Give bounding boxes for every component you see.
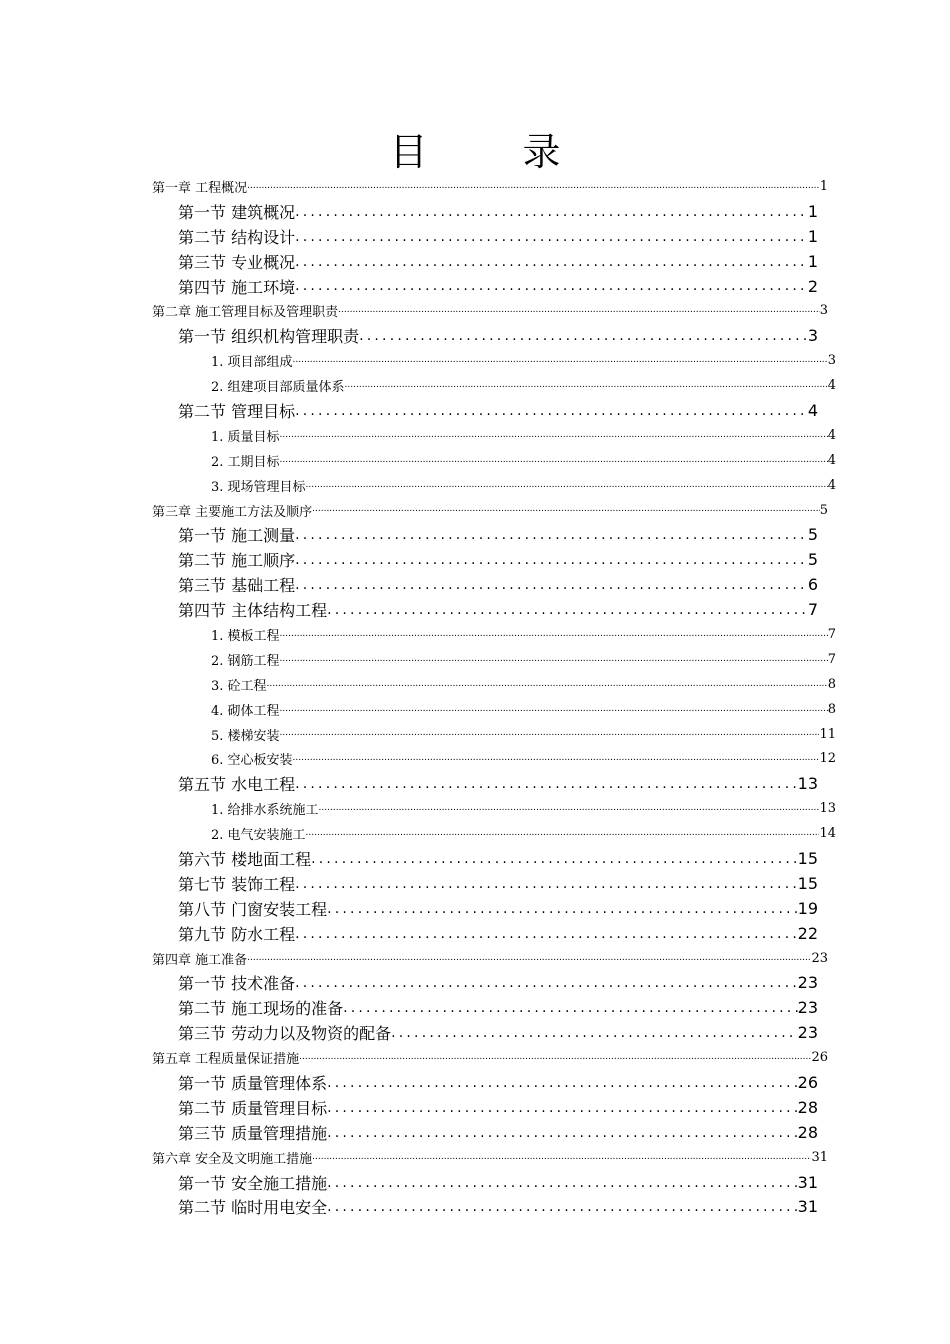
toc-entry-title: 第二节 结构设计 — [178, 227, 296, 247]
dot-leader — [319, 803, 820, 813]
toc-page-number: 1 — [819, 178, 828, 194]
toc-item-entry[interactable] — [0, 722, 950, 747]
toc-page-number: 26 — [811, 1050, 828, 1066]
toc-entry-title: 第一节 施工测量 — [178, 526, 296, 546]
toc-item-entry[interactable] — [0, 796, 950, 821]
toc-section-entry[interactable] — [0, 323, 950, 348]
toc-chapter-entry[interactable] — [0, 298, 950, 323]
dot-leader — [293, 355, 828, 365]
toc-entry-title: 1. 给排水系统施工 — [211, 803, 319, 819]
dot-leader — [359, 328, 808, 344]
toc-page-number: 8 — [827, 701, 836, 717]
dot-leader — [295, 403, 808, 419]
dot-leader — [295, 577, 808, 593]
dot-leader — [295, 254, 808, 270]
toc-entry-title: 第一节 组织机构管理职责 — [178, 327, 360, 347]
toc-chapter-entry[interactable] — [0, 946, 950, 971]
toc-page-number: 28 — [797, 1122, 818, 1142]
toc-entry-title: 1. 项目部组成 — [211, 355, 293, 371]
toc-page-number: 28 — [797, 1097, 818, 1117]
dot-leader — [327, 1125, 798, 1141]
toc-page-number: 8 — [827, 676, 836, 692]
dot-leader — [391, 1025, 798, 1041]
toc-page-number: 31 — [797, 1172, 818, 1192]
toc-page-number: 15 — [797, 848, 818, 868]
dot-leader — [327, 1199, 798, 1215]
toc-page-number: 1 — [807, 201, 818, 221]
toc-section-entry[interactable] — [0, 224, 950, 249]
toc-entry-title: 第三章 主要施工方法及顺序 — [152, 504, 313, 520]
dot-leader — [306, 828, 820, 838]
toc-page-number: 23 — [811, 950, 828, 966]
dot-leader — [327, 1100, 798, 1116]
toc-entry-title: 第五章 工程质量保证措施 — [152, 1052, 300, 1068]
toc-page-number: 3 — [807, 326, 818, 346]
toc-section-entry[interactable] — [0, 921, 950, 946]
toc-chapter-entry[interactable] — [0, 1045, 950, 1070]
toc-page-number: 7 — [807, 600, 818, 620]
toc-page-number: 5 — [807, 550, 818, 570]
toc-entry-title: 第二节 质量管理目标 — [178, 1098, 328, 1118]
dot-leader — [327, 602, 808, 618]
toc-page-number: 3 — [827, 353, 836, 369]
toc-section-entry[interactable] — [0, 1195, 950, 1220]
toc-page-number: 5 — [819, 502, 828, 518]
toc-section-entry[interactable] — [0, 971, 950, 996]
toc-entry-title: 1. 质量目标 — [211, 429, 280, 445]
toc-entry-title: 第三节 专业概况 — [178, 252, 296, 272]
toc-section-entry[interactable] — [0, 572, 950, 597]
toc-entry-title: 第一节 技术准备 — [178, 974, 296, 994]
toc-page-number: 14 — [819, 826, 836, 842]
toc-entry-title: 第二节 管理目标 — [178, 401, 296, 421]
dot-leader — [295, 204, 808, 220]
toc-entry-title: 2. 工期目标 — [211, 454, 280, 470]
toc-section-entry[interactable] — [0, 1020, 950, 1045]
toc-section-entry[interactable] — [0, 1070, 950, 1095]
dot-leader — [327, 901, 798, 917]
toc-page-number: 12 — [819, 751, 836, 767]
toc-entry-title: 第一节 建筑概况 — [178, 202, 296, 222]
toc-entry-title: 第一节 质量管理体系 — [178, 1074, 328, 1093]
toc-page-number: 11 — [819, 726, 836, 742]
toc-page-number: 31 — [811, 1149, 828, 1165]
toc-page-number: 4 — [827, 427, 836, 443]
dot-leader — [280, 728, 820, 738]
toc-item-entry[interactable] — [0, 647, 950, 672]
toc-page-number: 4 — [827, 477, 836, 493]
toc-page-number: 13 — [819, 801, 836, 817]
toc-entry-title: 3. 现场管理目标 — [211, 479, 306, 495]
toc-entry-title: 第二节 施工顺序 — [178, 551, 296, 571]
dot-leader — [280, 430, 828, 440]
dot-leader — [312, 504, 820, 514]
toc-entry-title: 3. 砼工程 — [211, 678, 267, 694]
dot-leader — [280, 654, 828, 664]
toc-page-number: 4 — [827, 378, 836, 394]
toc-entry-title: 5. 楼梯安装 — [211, 728, 280, 744]
dot-leader — [295, 975, 798, 991]
dot-leader — [343, 1000, 798, 1016]
toc-item-entry[interactable] — [0, 348, 950, 373]
toc-title-char-1: 目 — [389, 130, 428, 174]
toc-page-number: 7 — [827, 651, 836, 667]
toc-section-entry[interactable] — [0, 871, 950, 896]
toc-entry-title: 2. 钢筋工程 — [211, 653, 280, 669]
toc-section-entry[interactable] — [0, 1170, 950, 1195]
toc-entry-title: 第五节 水电工程 — [178, 775, 296, 795]
toc-entry-title: 第一章 工程概况 — [152, 180, 248, 196]
toc-title-char-2: 录 — [522, 130, 561, 174]
toc-entry-title: 2. 电气安装施工 — [211, 828, 306, 844]
toc-section-entry[interactable] — [0, 995, 950, 1020]
toc-page-number: 22 — [797, 923, 818, 943]
toc-page-number: 26 — [797, 1073, 818, 1092]
toc-page-number: 4 — [807, 400, 818, 420]
dot-leader — [295, 229, 808, 245]
toc-page-number: 23 — [797, 1023, 818, 1043]
toc-item-entry[interactable] — [0, 821, 950, 846]
toc-title — [0, 128, 950, 176]
toc-page-number: 13 — [797, 774, 818, 794]
table-of-contents — [0, 174, 950, 1219]
toc-chapter-entry[interactable] — [0, 1145, 950, 1170]
dot-leader — [345, 380, 828, 390]
toc-entry-title: 第七节 装饰工程 — [178, 874, 296, 894]
toc-page-number: 23 — [797, 973, 818, 993]
toc-page-number: 31 — [797, 1197, 818, 1217]
toc-item-entry[interactable] — [0, 473, 950, 498]
toc-page-number: 1 — [807, 226, 818, 246]
toc-section-entry[interactable] — [0, 771, 950, 796]
toc-entry-title: 第四章 施工准备 — [152, 952, 248, 968]
dot-leader — [311, 851, 798, 867]
toc-page-number: 6 — [807, 575, 818, 595]
toc-entry-title: 第六章 安全及文明施工措施 — [152, 1151, 313, 1167]
toc-entry-title: 2. 组建项目部质量体系 — [211, 380, 345, 396]
dot-leader — [280, 629, 828, 639]
toc-page-number: 2 — [807, 276, 818, 296]
toc-section-entry[interactable] — [0, 896, 950, 921]
toc-section-entry[interactable] — [0, 522, 950, 547]
dot-leader — [247, 953, 811, 963]
toc-entry-title: 第二节 临时用电安全 — [178, 1198, 328, 1218]
dot-leader — [338, 305, 820, 315]
toc-entry-title: 4. 砌体工程 — [211, 703, 280, 719]
dot-leader — [295, 926, 798, 942]
toc-entry-title: 第六节 楼地面工程 — [178, 849, 312, 869]
dot-leader — [295, 527, 808, 543]
toc-page-number: 5 — [807, 525, 818, 545]
toc-section-entry[interactable] — [0, 199, 950, 224]
toc-section-entry[interactable] — [0, 249, 950, 274]
toc-item-entry[interactable] — [0, 746, 950, 771]
dot-leader — [295, 552, 808, 568]
dot-leader — [280, 455, 828, 465]
toc-entry-title: 第一节 安全施工措施 — [178, 1173, 328, 1193]
toc-entry-title: 6. 空心板安装 — [211, 753, 293, 769]
toc-item-entry[interactable] — [0, 697, 950, 722]
toc-section-entry[interactable] — [0, 1095, 950, 1120]
toc-page-number: 4 — [827, 452, 836, 468]
toc-chapter-entry[interactable] — [0, 174, 950, 199]
toc-page-number: 19 — [797, 898, 818, 918]
dot-leader — [247, 181, 820, 191]
dot-leader — [312, 1152, 811, 1162]
dot-leader — [295, 876, 798, 892]
dot-leader — [267, 679, 828, 689]
toc-entry-title: 第三节 基础工程 — [178, 576, 296, 596]
dot-leader — [295, 776, 798, 792]
toc-page-number: 7 — [827, 626, 836, 642]
toc-entry-title: 第二章 施工管理目标及管理职责 — [152, 305, 339, 321]
toc-item-entry[interactable] — [0, 423, 950, 448]
dot-leader — [295, 278, 808, 294]
toc-section-entry[interactable] — [0, 547, 950, 572]
toc-item-entry[interactable] — [0, 448, 950, 473]
dot-leader — [327, 1075, 798, 1091]
toc-entry-title: 1. 模板工程 — [211, 628, 280, 644]
toc-item-entry[interactable] — [0, 672, 950, 697]
toc-entry-title: 第三节 劳动力以及物资的配备 — [178, 1024, 392, 1044]
toc-page-number: 3 — [819, 303, 828, 319]
toc-chapter-entry[interactable] — [0, 498, 950, 523]
toc-item-entry[interactable] — [0, 622, 950, 647]
toc-section-entry[interactable] — [0, 398, 950, 423]
dot-leader — [280, 704, 828, 714]
dot-leader — [327, 1175, 798, 1191]
dot-leader — [306, 480, 828, 490]
toc-entry-title: 第四节 主体结构工程 — [178, 601, 328, 621]
toc-page-number: 15 — [797, 873, 818, 893]
toc-entry-title: 第二节 施工现场的准备 — [178, 999, 344, 1019]
toc-page-number: 1 — [807, 251, 818, 271]
toc-section-entry[interactable] — [0, 846, 950, 871]
toc-section-entry[interactable] — [0, 274, 950, 299]
toc-entry-title: 第八节 门窗安装工程 — [178, 899, 328, 919]
toc-item-entry[interactable] — [0, 373, 950, 398]
toc-entry-title: 第四节 施工环境 — [178, 277, 296, 297]
toc-entry-title: 第三节 质量管理措施 — [178, 1123, 328, 1143]
toc-section-entry[interactable] — [0, 1120, 950, 1145]
dot-leader — [299, 1052, 811, 1062]
toc-section-entry[interactable] — [0, 597, 950, 622]
dot-leader — [293, 753, 820, 763]
toc-entry-title: 第九节 防水工程 — [178, 924, 296, 944]
toc-page-number: 23 — [797, 998, 818, 1018]
